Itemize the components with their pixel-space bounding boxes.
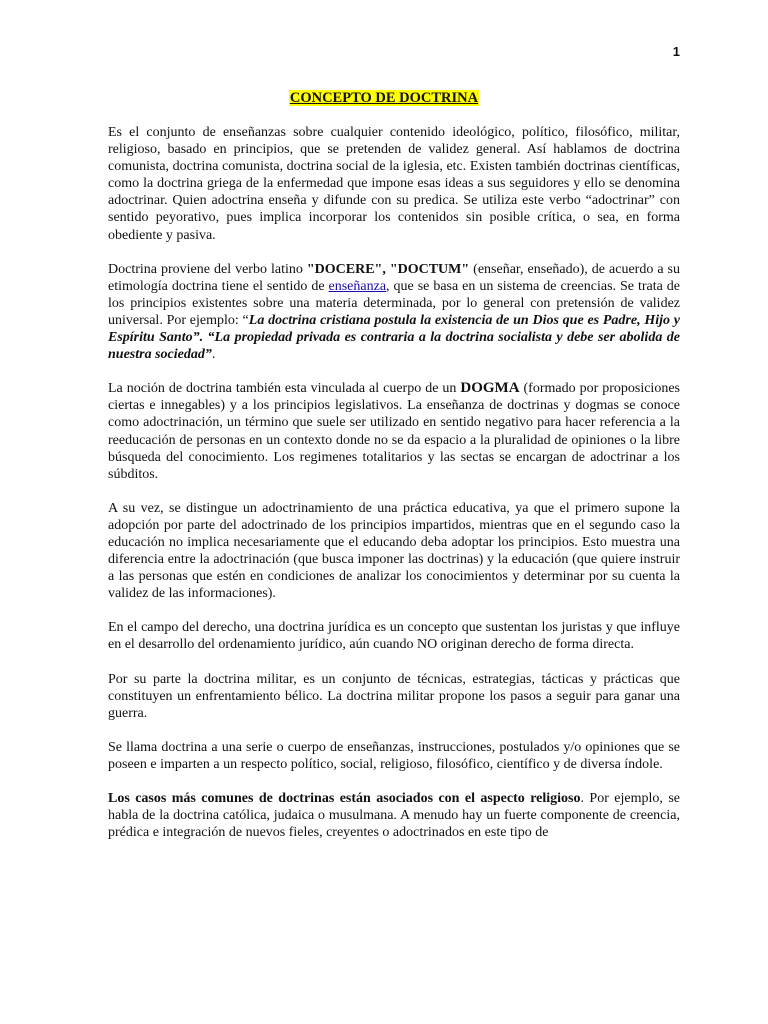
- paragraph-dogma: [108, 380, 680, 483]
- text-segment: (formado por proposiciones ciertas e innegables) y a los principios legislativos. La enseñanza de doctrinas y dogmas se conoce como adoctrinación, un término que suele ser utilizado en sentido negativo para hacer referencia a la reeducación de personas en un contexto donde no se da espacio a la pluralidad de opiniones o la libre búsqueda del conocimiento. Los regimenes totalitarios y las sectas se encargan de adoctrinar a los súbditos.: [108, 381, 680, 482]
- paragraph-general: Se llama doctrina a una serie o cuerpo de enseñanzas, instrucciones, postulados y/o opiniones que se poseen e imparten a un respecto político, social, religioso, filosófico, científico y de diversa índole.: [108, 739, 680, 772]
- title-container: [0, 89, 768, 107]
- text-segment: . Por ejemplo, se habla de la doctrina católica, judaica o musulmana. A menudo hay un fuerte componente de creencia, prédica e integración de nuevos fieles, creyentes o adoctrinados en este tipo de: [108, 791, 681, 841]
- paragraph-education: A su vez, se distingue un adoctrinamiento de una práctica educativa, ya que el primero supone la adopción por parte del adoctrinado de los principios impartidos, mientras que en el segundo caso la educación no implica necesariamente que el educando deba adoptar los principios. Esto muestra una diferencia entre la adoctrinación (que busca imponer las doctrinas) y la educación (que quiere instruir a las personas que estén en condiciones de analizar los conocimientos y determinar por su cuenta la validez de las informaciones).: [108, 500, 680, 602]
- text-segment: Doctrina proviene del verbo latino: [108, 261, 307, 277]
- paragraph-religious: [108, 790, 680, 841]
- document-body: [108, 124, 680, 858]
- text-segment: .: [211, 347, 216, 363]
- document-title: CONCEPTO DE DOCTRINA: [289, 90, 479, 106]
- example-quote: La doctrina cristiana postula la existencia de un Dios que es Padre, Hijo y Espíritu Santo”. “La propiedad privada es contraria a la doctrina socialista y debe ser abolida de nuestra sociedad”: [108, 312, 680, 363]
- latin-verbs: "DOCERE", "DOCTUM": [306, 261, 470, 277]
- page-number: 1: [672, 44, 680, 59]
- ensenanza-link[interactable]: enseñanza: [328, 278, 387, 294]
- text-segment: , que se basa en un sistema de creencias. Se trata de los principios existentes sobre una materia determinada, por lo general con pretensión de validez universal. Por ejemplo: “: [108, 278, 680, 328]
- paragraph-law: En el campo del derecho, una doctrina jurídica es un concepto que sustentan los juristas y que influye en el desarrollo del ordenamiento jurídico, aún cuando NO originan derecho de forma directa.: [108, 620, 680, 653]
- text-segment: (enseñar, enseñado), de acuerdo a su etimología doctrina tiene el sentido de: [108, 261, 680, 294]
- paragraph-military: Por su parte la doctrina militar, es un conjunto de técnicas, estrategias, tácticas y prácticas que constituyen un enfrentamiento bélico. La doctrina militar propone los pasos a seguir para ganar una guerra.: [108, 671, 680, 721]
- paragraph-definition: Es el conjunto de enseñanzas sobre cualquier contenido ideológico, político, filosófico, militar, religioso, basado en principios, que se pretenden de validez general. Así hablamos de doctrina comunista, doctrina comunista, doctrina social de la iglesia, etc. Existen también doctrinas científicas, como la doctrina griega de la enfermedad que impone esas ideas a sus seguidores y ello se denomina adoctrinar. Quien adoctrina enseña y difunde con su predica. Se utiliza este verbo “adoctrinar” con sentido peyorativo, pues implica incorporar los contenidos sin posible crítica, o sea, en forma obediente y pasiva.: [108, 125, 680, 243]
- dogma-term: DOGMA: [460, 380, 520, 397]
- religious-lead: Los casos más comunes de doctrinas están asociados con el aspecto religioso: [108, 791, 581, 806]
- text-segment: La noción de doctrina también esta vinculada al cuerpo de un: [108, 381, 461, 397]
- paragraph-etymology: [108, 261, 680, 364]
